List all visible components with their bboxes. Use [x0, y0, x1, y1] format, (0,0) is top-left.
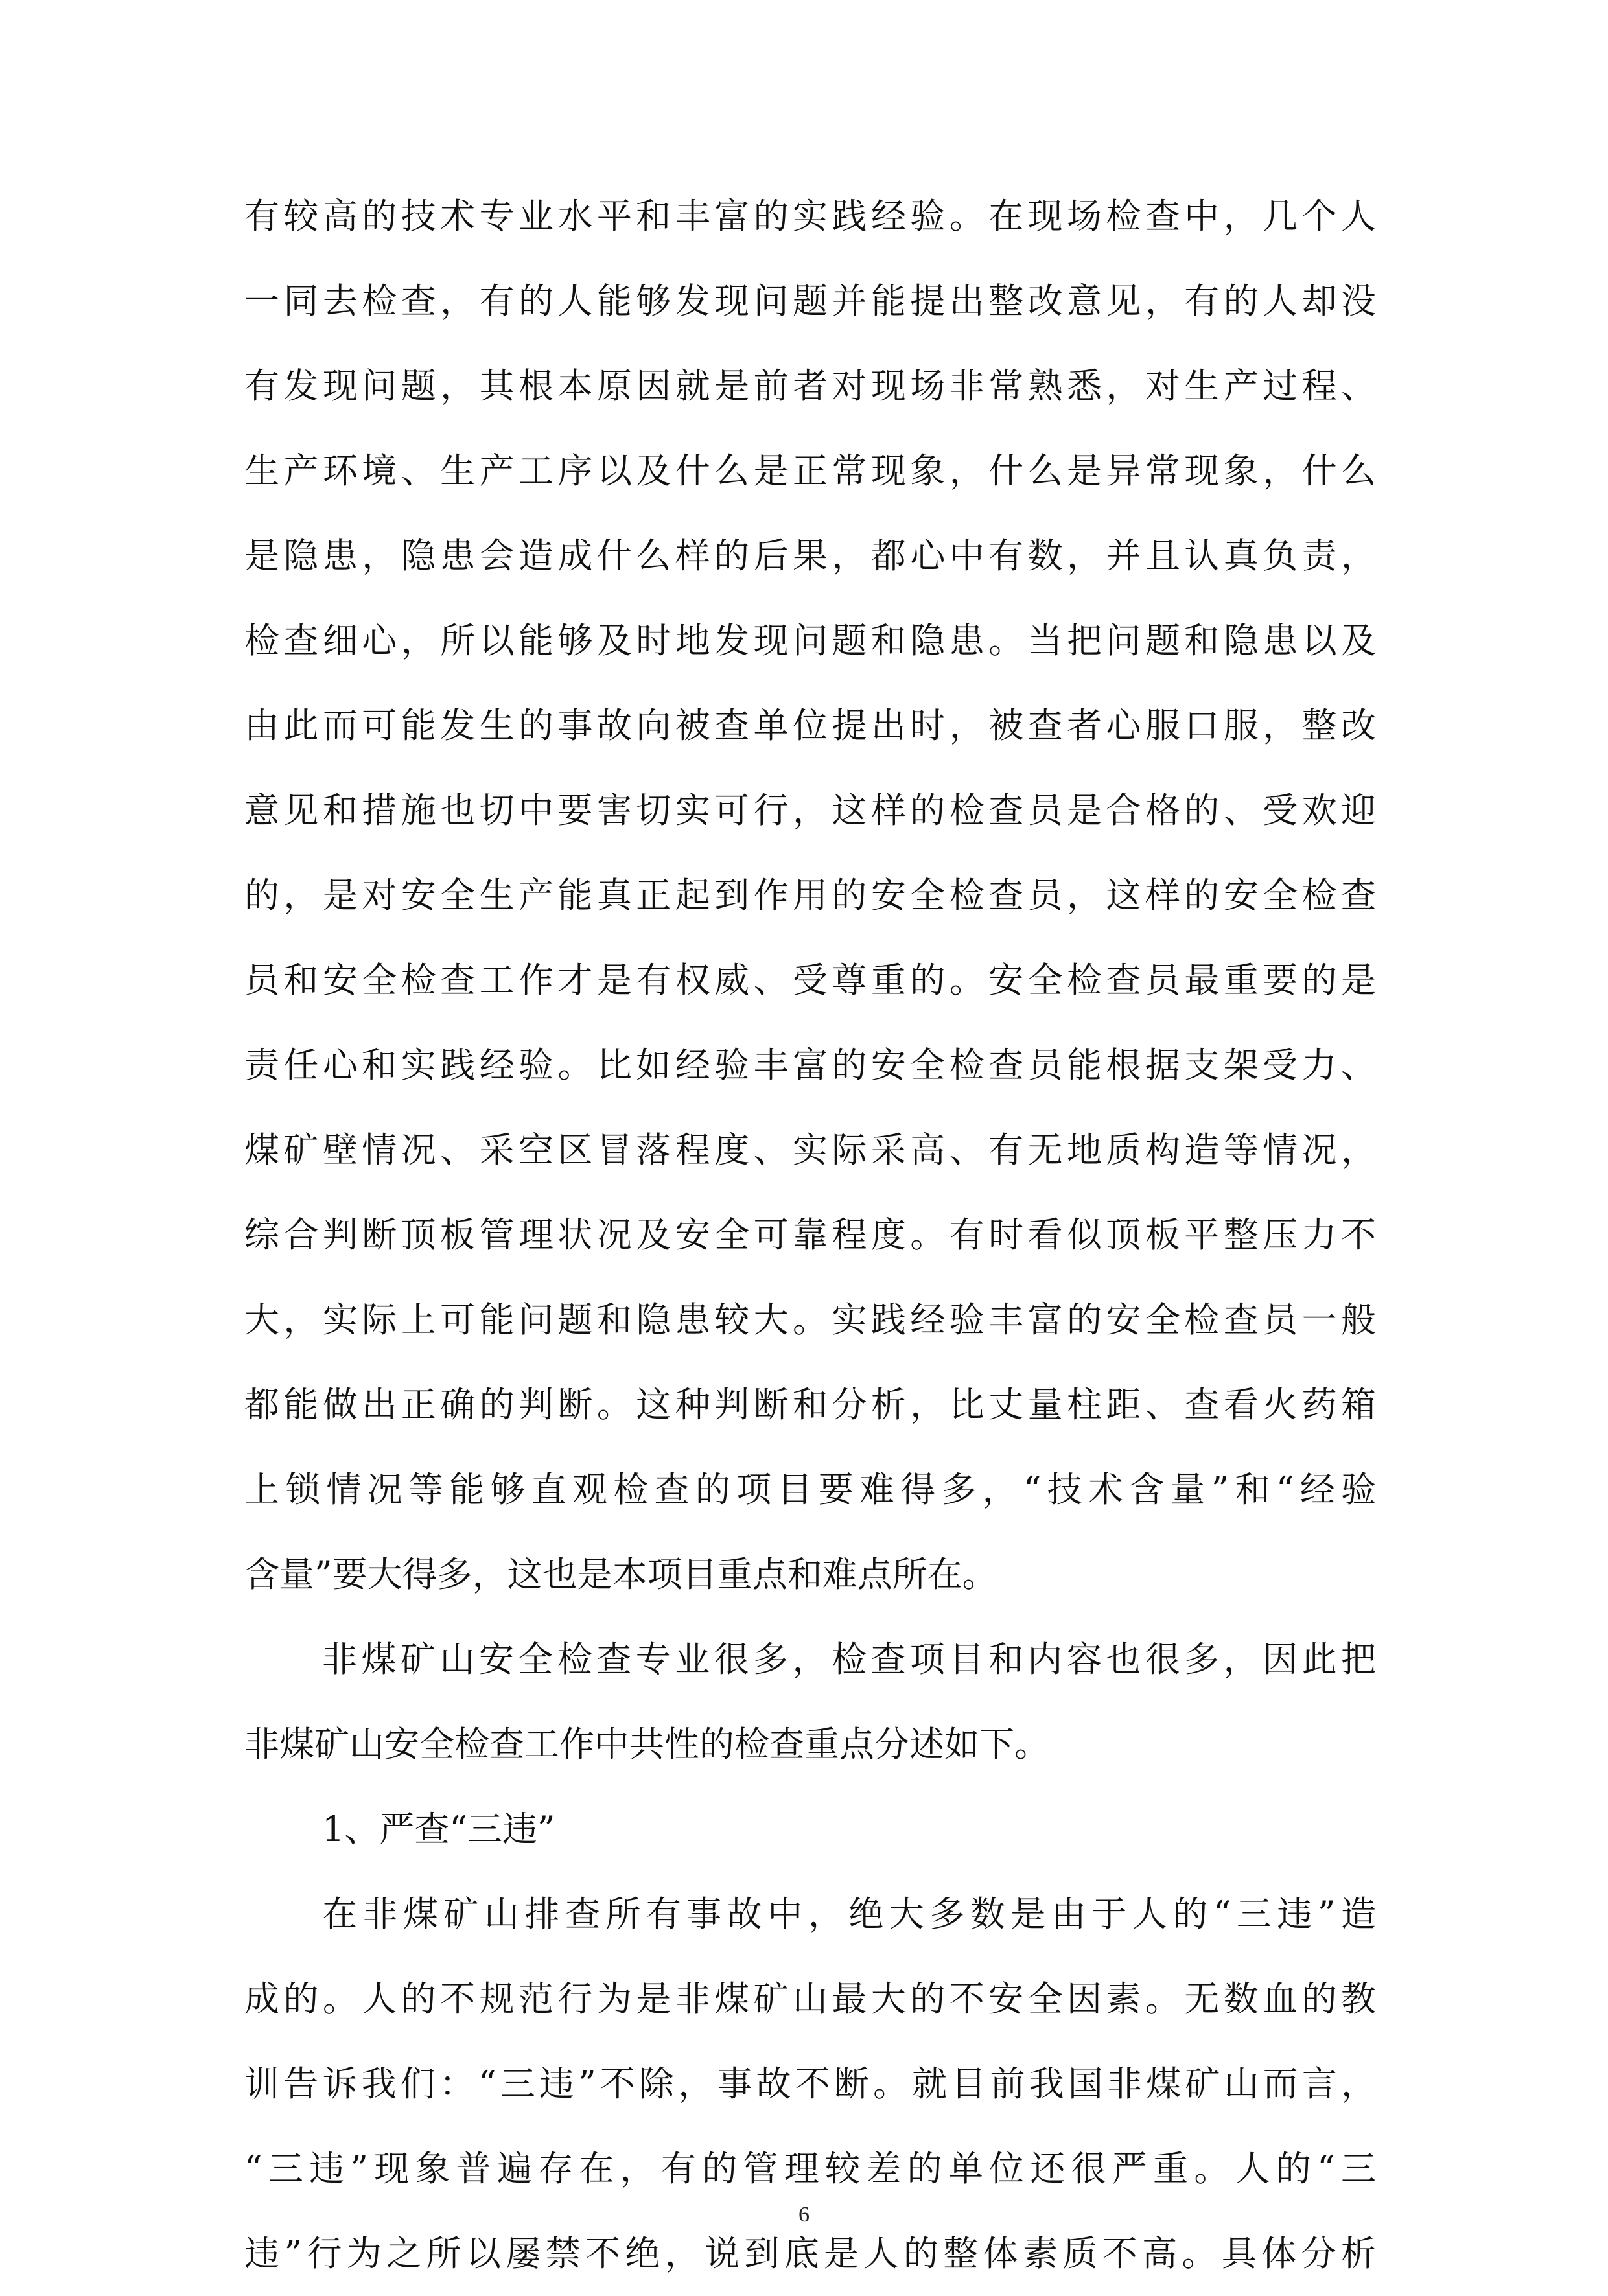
- page-number: 6: [798, 2203, 810, 2227]
- text-line: 的，是对安全生产能真正起到作用的安全检查员，这样的安全检查: [244, 875, 1376, 916]
- text-line: 都能做出正确的判断。这种判断和分析，比丈量柱距、查看火药箱: [244, 1384, 1376, 1425]
- paragraph-three-violations: [244, 1872, 1376, 2296]
- text-line: 违”行为之所以屡禁不绝，说到底是人的整体素质不高。具体分析: [244, 2233, 1376, 2274]
- text-line: 责任心和实践经验。比如经验丰富的安全检查员能根据支架受力、: [244, 1045, 1376, 1085]
- text-line: 在非煤矿山排查所有事故中，绝大多数是由于人的“三违”造: [322, 1894, 1376, 1934]
- text-line: “三违”现象普遍存在，有的管理较差的单位还很严重。人的“三: [244, 2148, 1376, 2189]
- text-line: 生产环境、生产工序以及什么是正常现象，什么是异常现象，什么: [244, 450, 1376, 491]
- section-heading-three-violations: [244, 1787, 1376, 1872]
- text-line: 由此而可能发生的事故向被查单位提出时，被查者心服口服，整改: [244, 705, 1376, 746]
- paragraph-common-key-points: [244, 1617, 1376, 1787]
- text-line: 员和安全检查工作才是有权威、受尊重的。安全检查员最重要的是: [244, 960, 1376, 1001]
- text-line: 是隐患，隐患会造成什么样的后果，都心中有数，并且认真负责，: [244, 535, 1376, 576]
- text-line: 综合判断顶板管理状况及安全可靠程度。有时看似顶板平整压力不: [244, 1214, 1376, 1255]
- text-line: 一同去检查，有的人能够发现问题并能提出整改意见，有的人却没: [244, 281, 1376, 321]
- body-text: [244, 174, 1376, 2296]
- text-line: 成的。人的不规范行为是非煤矿山最大的不安全因素。无数血的教: [244, 1978, 1376, 2019]
- text-line: 煤矿壁情况、采空区冒落程度、实际采高、有无地质构造等情况，: [244, 1130, 1376, 1170]
- text-line: 意见和措施也切中要害切实可行，这样的检查员是合格的、受欢迎: [244, 790, 1376, 831]
- text-line: 大，实际上可能问题和隐患较大。实践经验丰富的安全检查员一般: [244, 1299, 1376, 1340]
- text-line: 1、严查“三违”: [322, 1809, 555, 1850]
- text-line: 含量”要大得多，这也是本项目重点和难点所在。: [244, 1554, 997, 1595]
- text-line: 检查细心，所以能够及时地发现问题和隐患。当把问题和隐患以及: [244, 620, 1376, 661]
- text-line: 训告诉我们：“三违”不除，事故不断。就目前我国非煤矿山而言，: [244, 2063, 1376, 2104]
- paragraph-inspector-qualification: [244, 174, 1376, 1617]
- text-line: 非煤矿山安全检查专业很多，检查项目和内容也很多，因此把: [322, 1639, 1376, 1680]
- text-line: 非煤矿山安全检查工作中共性的检查重点分述如下。: [244, 1724, 1049, 1765]
- text-line: 有发现问题，其根本原因就是前者对现场非常熟悉，对生产过程、: [244, 365, 1376, 406]
- text-line: 有较高的技术专业水平和丰富的实践经验。在现场检查中，几个人: [244, 196, 1376, 237]
- text-line: 上锁情况等能够直观检查的项目要难得多，“技术含量”和“经验: [244, 1469, 1376, 1510]
